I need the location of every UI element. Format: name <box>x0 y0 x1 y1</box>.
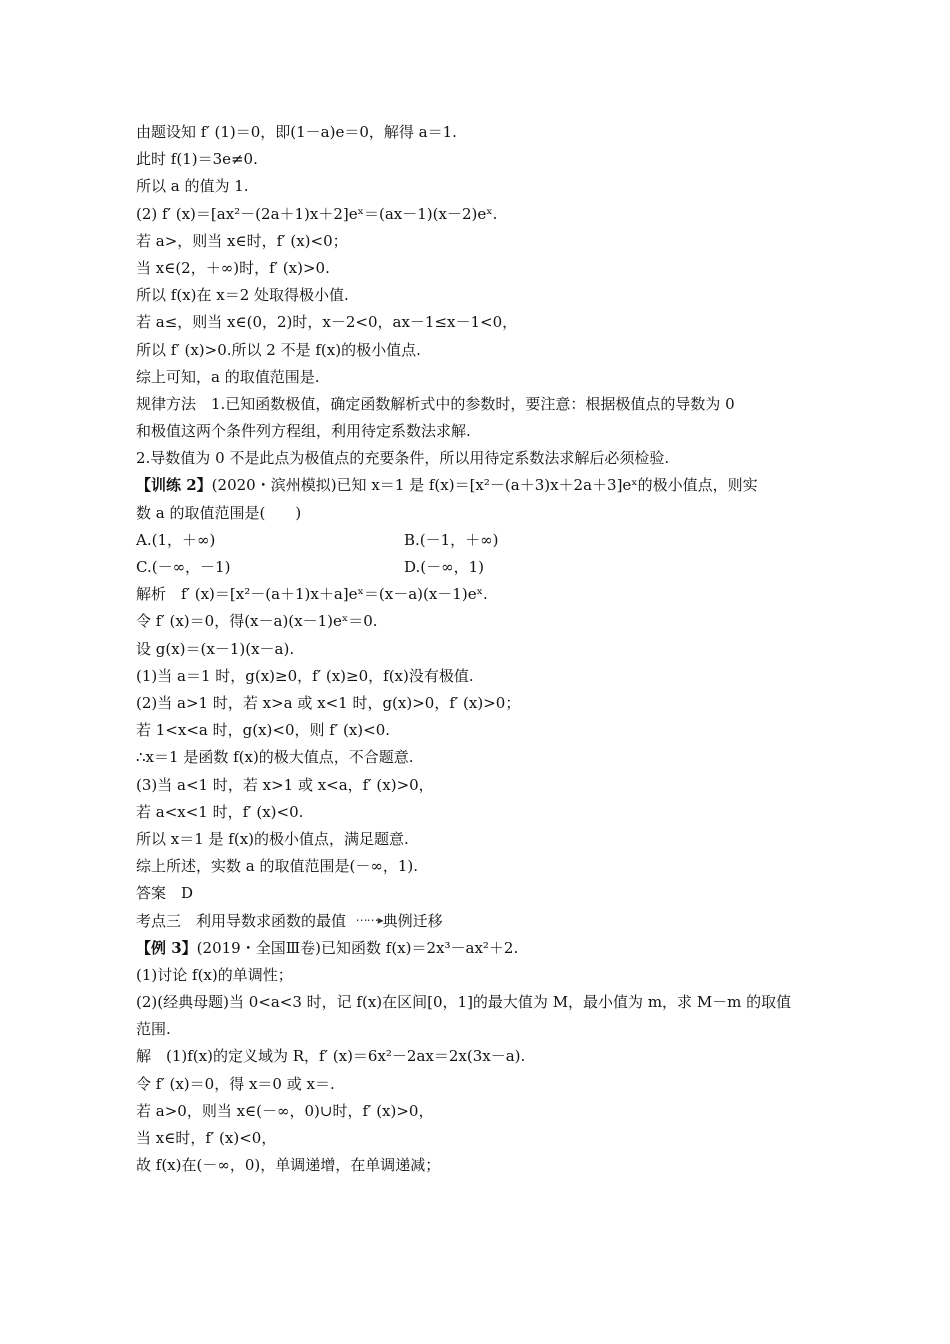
text-line: (2)(经典母题)当 0<a<3 时，记 f(x)在区间[0，1]的最大值为 M，最小值为 m，求 M－m 的取值 <box>136 993 792 1011</box>
method-line: 规律方法 1.已知函数极值，确定函数解析式中的参数时，要注意：根据极值点的导数为 0 <box>136 394 735 413</box>
example-heading <box>136 935 826 962</box>
solution-line: 令 f′ (x)＝0，得(x－a)(x－1)eˣ＝0. <box>136 612 378 631</box>
method-line: 2.导数值为 0 不是此点为极值点的充要条件，所以用待定系数法求解后必须检验. <box>136 449 670 468</box>
text-line: (2) f′ (x)＝[ax²－(2a＋1)x＋2]eˣ＝(ax－1)(x－2)eˣ. <box>136 204 498 223</box>
document-body <box>136 119 826 1179</box>
example-text: (2019・全国Ⅲ卷)已知函数 f(x)＝2x³－ax²＋2. <box>196 938 519 957</box>
section-title: 考点三 利用导数求函数的最值 <box>136 912 347 931</box>
text-line: 若 a>0，则当 x∈(－∞，0)∪时，f′ (x)>0， <box>136 1101 434 1120</box>
solution-line: (2)当 a>1 时，若 x>a 或 x<1 时，g(x)>0，f′ (x)>0； <box>136 693 521 712</box>
text-line: 若 a>，则当 x∈时，f′ (x)<0； <box>136 231 348 250</box>
option-a: A.(1，＋∞) <box>136 530 216 549</box>
solution-line: 若 1<x<a 时，g(x)<0，则 f′ (x)<0. <box>136 721 391 740</box>
text-line: 综上可知，a 的取值范围是. <box>136 367 320 386</box>
option-b: B.(－1，＋∞) <box>404 530 499 549</box>
example-tag: 【例 3】 <box>136 938 197 957</box>
text-line: 所以 f′ (x)>0.所以 2 不是 f(x)的极小值点. <box>136 340 421 359</box>
option-d: D.(－∞，1) <box>404 558 485 576</box>
solution-line: 若 a<x<1 时，f′ (x)<0. <box>136 802 304 821</box>
solution-line: ∴x＝1 是函数 f(x)的极大值点，不合题意. <box>136 748 414 767</box>
text-line: 所以 a 的值为 1. <box>136 177 249 196</box>
text-line: 故 f(x)在(－∞，0)，单调递增，在单调递减； <box>136 1156 441 1175</box>
option-c: C.(－∞，－1) <box>136 558 231 576</box>
text-line: (1)讨论 f(x)的单调性； <box>136 965 293 984</box>
text-line: 若 a≤，则当 x∈(0，2)时，x－2<0，ax－1≤x－1<0， <box>136 313 518 332</box>
method-line: 和极值这两个条件列方程组，利用待定系数法求解. <box>136 422 471 441</box>
exercise-line: 数 a 的取值范围是( ) <box>136 503 302 522</box>
exercise-heading <box>136 472 826 499</box>
exercise-tag: 【训练 2】 <box>136 476 212 495</box>
solution-line: 解析 f′ (x)＝[x²－(a＋1)x＋a]eˣ＝(x－a)(x－1)eˣ. <box>136 585 488 604</box>
text-line: 所以 f(x)在 x＝2 处取得极小值. <box>136 286 349 305</box>
solution-line: 设 g(x)＝(x－1)(x－a). <box>136 639 295 658</box>
solution-line: (3)当 a<1 时，若 x>1 或 x<a，f′ (x)>0， <box>136 775 434 794</box>
solution-line: 所以 x＝1 是 f(x)的极小值点，满足题意. <box>136 829 409 848</box>
arrow-icon: ⋯⋯▸ <box>355 913 383 928</box>
solution-line: 综上所述，实数 a 的取值范围是(－∞，1). <box>136 857 418 876</box>
text-line: 当 x∈(2，＋∞)时，f′ (x)>0. <box>136 258 330 277</box>
exercise-text: (2020・滨州模拟)已知 x＝1 是 f(x)＝[x²－(a＋3)x＋2a＋3]eˣ的极小值点，则实 <box>211 476 758 495</box>
section-heading <box>136 907 826 934</box>
text-line: 解 (1)f(x)的定义域为 R，f′ (x)＝6x²－2ax＝2x(3x－a). <box>136 1047 526 1066</box>
solution-line: (1)当 a＝1 时，g(x)≥0，f′ (x)≥0，f(x)没有极值. <box>136 666 474 685</box>
text-line: 令 f′ (x)＝0，得 x＝0 或 x＝. <box>136 1074 335 1093</box>
options-row <box>136 527 826 554</box>
text-line: 当 x∈时，f′ (x)<0， <box>136 1128 277 1147</box>
answer-line: 答案 D <box>136 884 194 903</box>
section-tag: 典例迁移 <box>382 912 443 931</box>
text-line: 此时 f(1)＝3e≠0. <box>136 150 258 169</box>
text-line: 由题设知 f′ (1)＝0，即(1－a)e＝0，解得 a＝1. <box>136 123 457 141</box>
text-line: 范围. <box>136 1020 171 1039</box>
options-row <box>136 554 826 581</box>
